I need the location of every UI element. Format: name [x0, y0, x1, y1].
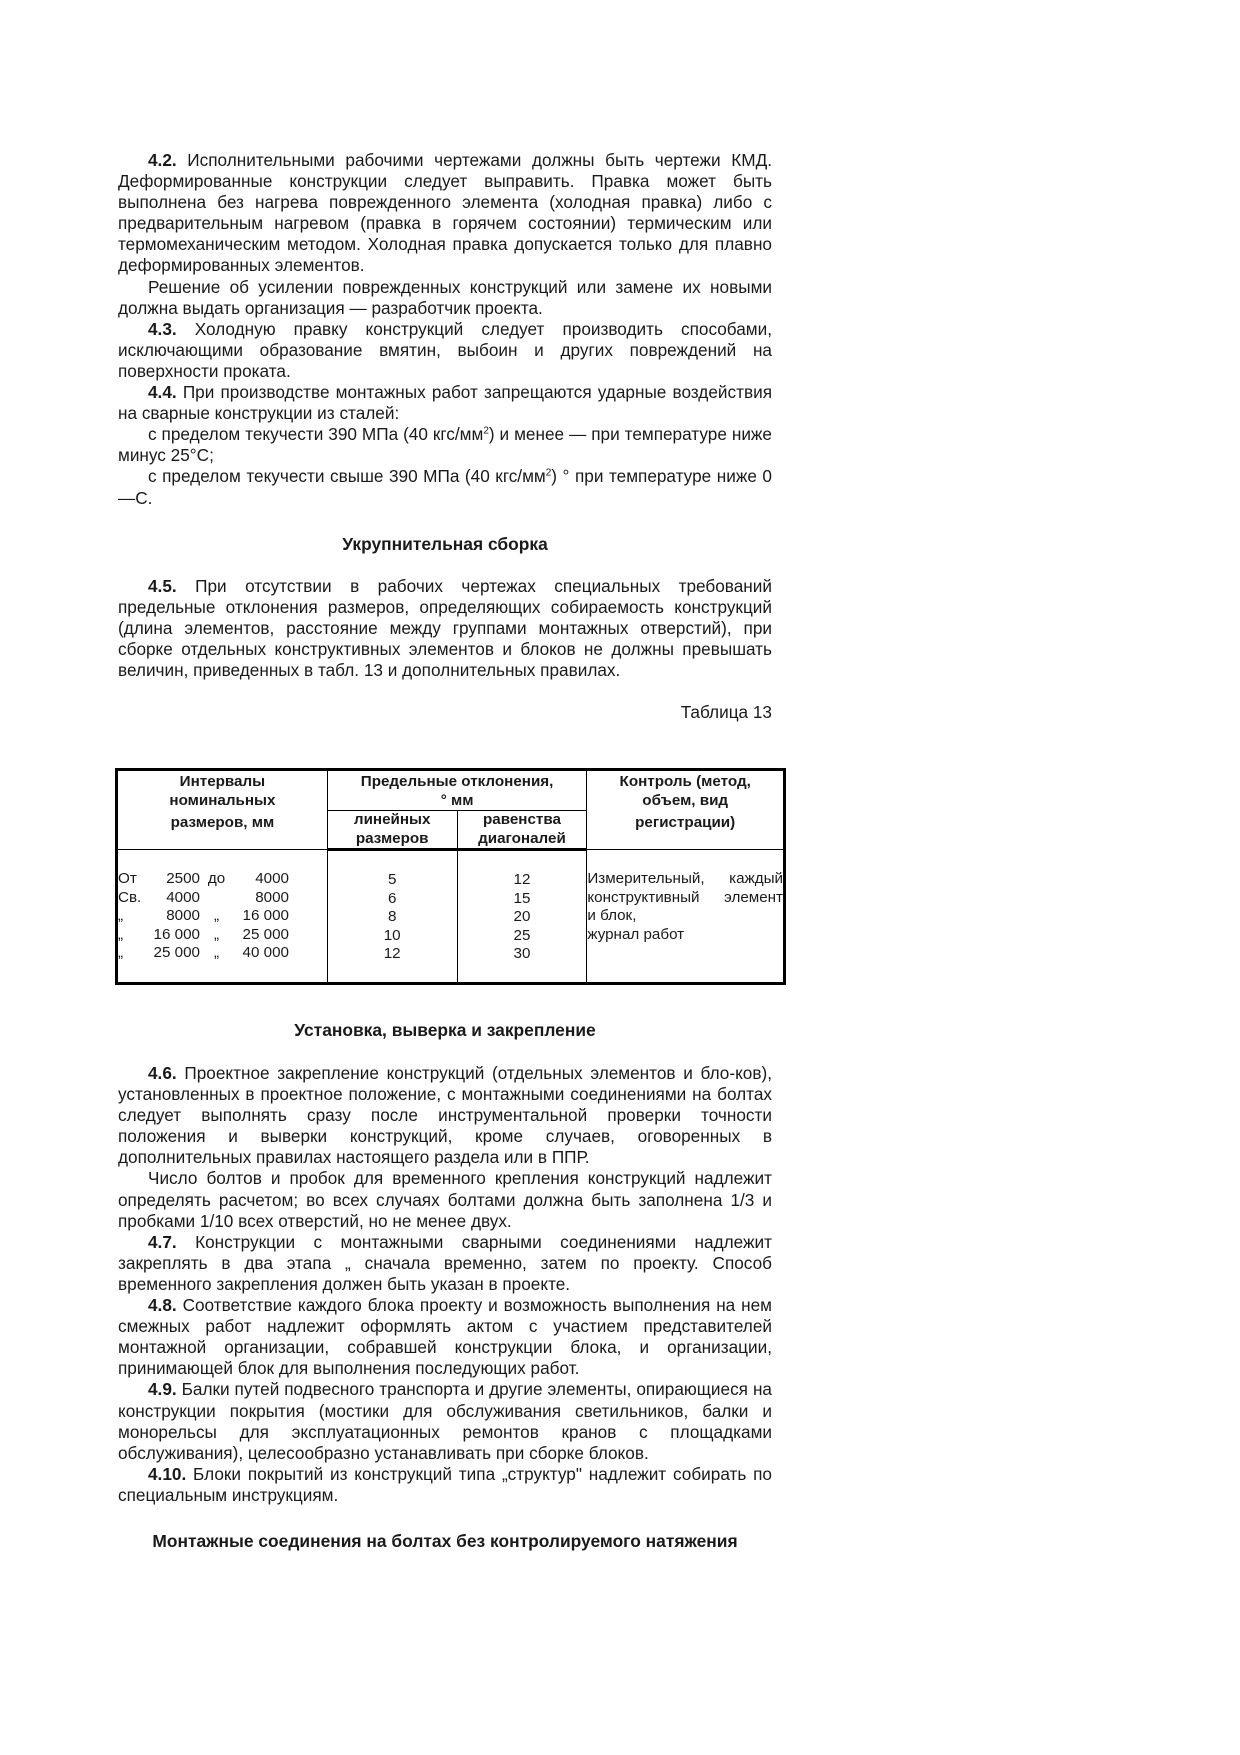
control-cell: Измерительный, каждый конструктивный элемент и блок, журнал работ [587, 850, 785, 984]
page-body [118, 150, 772, 723]
section-heading-installation: Установка, выверка и закрепление [294, 1020, 596, 1040]
diagonal-deviations-cell: 12 15 20 25 30 [457, 850, 587, 984]
header-control: Контроль (метод, объем, вид регистрации) [587, 770, 785, 850]
linear-deviations-cell: 5 6 8 10 12 [327, 850, 457, 984]
range-row: Св. 4000 8000 [118, 888, 289, 906]
clause-4-2-continued: Решение об усилении поврежденных конструкций или замене их новыми должна выдать организация — разработчик проекта. [118, 276, 772, 318]
ranges-cell [117, 850, 328, 984]
clause-4-4: 4.4. При производстве монтажных работ запрещаются ударные воздействия на сварные конструкции из сталей: [118, 382, 773, 424]
section-heading-assembly: Укрупнительная сборка [342, 533, 548, 554]
clause-4-5: 4.5. При отсутствии в рабочих чертежах специальных требований предельные отклонения размеров, определяющих собираемость конструкций (длина элементов, расстояние между группами монтажных отверстий), при сборке отдельных конструктивных элементов и блоков не должны превышать величин, приведенных в табл. 13 и дополнительных правилах. [118, 575, 773, 680]
range-row: От 2500 до 4000 [118, 870, 289, 887]
clause-4-4-item-1: с пределом текучести 390 МПа (40 кгс/$мм^2$) и менее — при температуре ниже минус 25°С; [118, 424, 772, 466]
header-linear: линейных размеров [327, 811, 457, 850]
section-heading-bolted-joints: Монтажные соединения на болтах без контролируемого натяжения [152, 1530, 738, 1551]
clause-4-9: 4.9. Балки путей подвесного транспорта и другие элементы, опирающиеся на конструкции покрытия (мостики для обслуживания светильников, балки и монорельсы для эксплуатационных ремонтов кранов с площадками обслуживания), целесообразно устанавливать при сборке блоков. [118, 1379, 772, 1463]
header-deviations: Предельные отклонения, ° мм [327, 770, 587, 811]
range-row: „ 25 000 „ 40 000 [118, 944, 289, 961]
clause-4-8: 4.8. Соответствие каждого блока проекту и возможность выполнения на нем смежных работ надлежит оформлять актом с участием представителей монтажной организации, собравшей конструкции блока, и организации, принимающей блок для выполнения последующих работ. [118, 1295, 772, 1379]
clause-4-6-continued: Число болтов и пробок для временного крепления конструкций надлежит определять расчетом; во всех случаях болтами должна быть заполнена 1/3 и пробками 1/10 всех отверстий, но не менее двух. [118, 1168, 772, 1231]
clause-4-7: 4.7. Конструкции с монтажными сварными соединениями надлежит закреплять в два этапа „ сначала временно, затем по проекту. Способ временного закрепления должен быть указан в проекте. [118, 1231, 772, 1294]
header-diagonals: равенства диагоналей [457, 811, 587, 850]
range-row: „ 8000 „ 16 000 [118, 907, 289, 924]
table-caption: Таблица 13 [680, 702, 772, 723]
clause-4-2: 4.2. Исполнительными рабочими чертежами должны быть чертежи КМД. Деформированные конструкции следует выправить. Правка может быть выполнена без нагрева поврежденного элемента (холодная правка) либо с предварительным нагревом (правка в горячем состоянии) термическим или термомеханическим методом. Холодная правка допускается только для плавно деформированных элементов. [118, 150, 772, 276]
clause-4-3: 4.3. Холодную правку конструкций следует производить способами, исключающими образование вмятин, выбоин и других повреждений на поверхности проката. [118, 318, 772, 381]
clause-4-4-item-2: с пределом текучести свыше 390 МПа (40 кгс/$мм^2$) ° при температуре ниже 0 —С. [118, 466, 772, 508]
clause-4-6: 4.6. Проектное закрепление конструкций (отдельных элементов и бло-ков), установленных в проектное положение, с монтажными соединениями на болтах следует выполнять сразу после инструментальной проверки точности положения и выверки конструкций, кроме случаев, оговоренных в дополнительных правилах настоящего раздела или в ППР. [118, 1063, 772, 1168]
header-intervals: Интервалы номинальных размеров, мм [117, 770, 328, 850]
page-body-lower [118, 1020, 772, 1552]
clause-4-10: 4.10. Блоки покрытий из конструкций типа „структур" надлежит собирать по специальным инструкциям. [118, 1463, 772, 1505]
range-row: „ 16 000 „ 25 000 [118, 925, 289, 943]
table-13 [115, 768, 786, 985]
